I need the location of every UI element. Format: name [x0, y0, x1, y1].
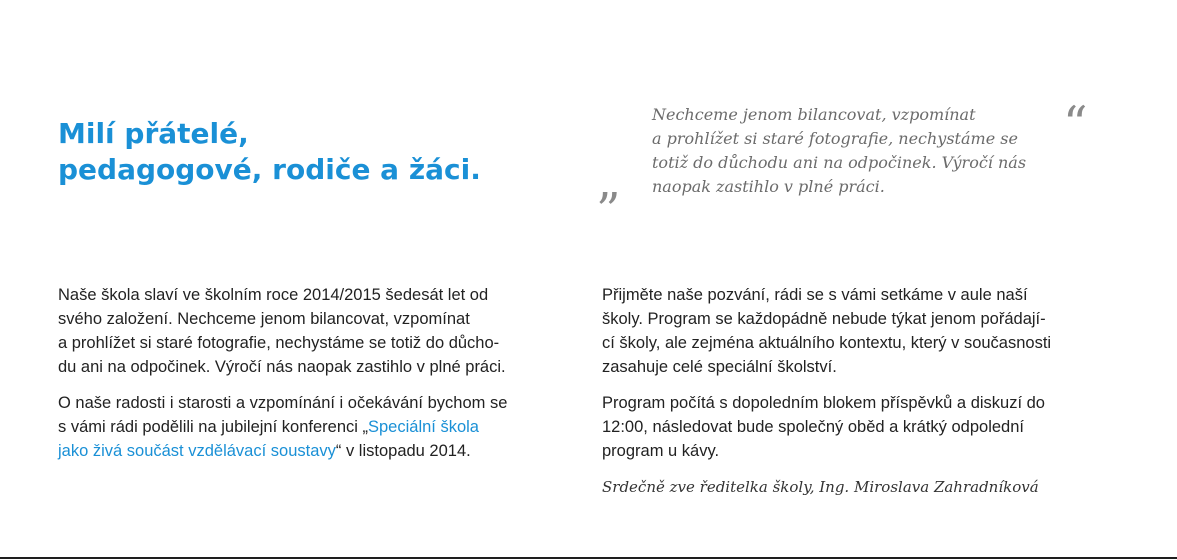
text-fragment: s vámi rádi podělili na jubilejní konferenci „: [58, 418, 368, 436]
text-line: zasahuje celé speciální školství.: [602, 358, 837, 376]
opening-quote-mark-icon: “: [1063, 96, 1088, 152]
text-line: 12:00, následovat bude společný oběd a krátký odpolední: [602, 418, 1024, 436]
signature: Srdečně zve ředitelka školy, Ing. Miroslava Zahradníková: [602, 478, 1039, 496]
text-line: program u kávy.: [602, 442, 720, 460]
text-fragment: “ v listopadu 2014.: [335, 442, 471, 460]
pull-quote-text: [652, 103, 1042, 199]
heading-line-2: pedagogové, rodiče a žáci.: [58, 153, 481, 186]
conference-title-link-part-1[interactable]: Speciální škola: [368, 418, 479, 436]
text-line: školy. Program se každopádně nebude týkat jenom pořádají-: [602, 310, 1046, 328]
invitation-paragraph: [602, 283, 1112, 379]
text-line: Program počítá s dopoledním blokem příspěvků a diskuzí do: [602, 394, 1045, 412]
text-line: Naše škola slaví ve školním roce 2014/2015 šedesát let od: [58, 286, 489, 304]
text-line: [58, 439, 568, 463]
closing-quote-mark-icon: ”: [596, 183, 621, 239]
conference-title-link-part-2[interactable]: jako živá součást vzdělávací soustavy: [58, 442, 336, 460]
text-line: a prohlížet si staré fotografie, nechystáme se totiž do důcho-: [58, 334, 500, 352]
text-line: cí školy, ale zejména aktuálního kontextu, který v současnosti: [602, 334, 1052, 352]
text-line: O naše radosti i starosti a vzpomínání i očekávání bychom se: [58, 394, 508, 412]
pull-quote-line: a prohlížet si staré fotografie, nechystáme se: [652, 129, 1018, 148]
pull-quote-line: Nechceme jenom bilancovat, vzpomínat: [652, 105, 976, 124]
right-column: [602, 283, 1112, 499]
text-line: Přijměte naše pozvání, rádi se s vámi setkáme v aule naší: [602, 286, 1028, 304]
pull-quote: [596, 96, 1096, 239]
conference-paragraph: [58, 391, 568, 463]
pull-quote-line: totiž do důchodu ani na odpočinek. Výročí nás: [652, 153, 1027, 172]
text-line: svého založení. Nechceme jenom bilancovat, vzpomínat: [58, 310, 470, 328]
left-column: [58, 283, 568, 475]
text-line: [58, 415, 568, 439]
program-paragraph: [602, 391, 1112, 463]
page-heading: [58, 116, 481, 188]
intro-paragraph: [58, 283, 568, 379]
pull-quote-line: naopak zastihlo v plné práci.: [652, 177, 885, 196]
heading-line-1: Milí přátelé,: [58, 117, 249, 150]
text-line: du ani na odpočinek. Výročí nás naopak zastihlo v plné práci.: [58, 358, 506, 376]
bottom-divider: [0, 557, 1177, 559]
